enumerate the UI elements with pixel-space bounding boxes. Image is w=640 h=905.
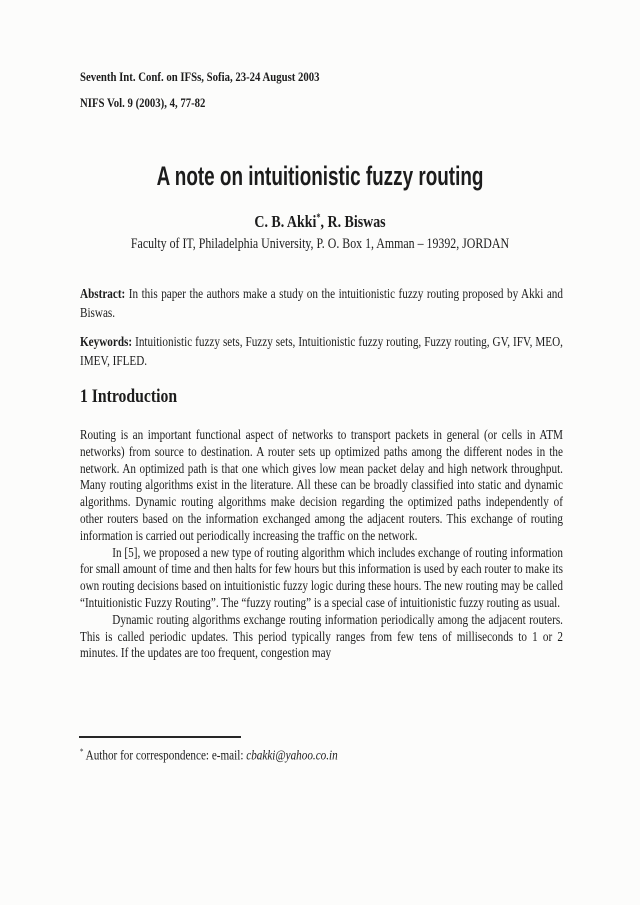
affiliation-line: Faculty of IT, Philadelphia University, P. O. Box 1, Amman – 19392, JORDAN xyxy=(130,236,510,252)
footnote-marker: * xyxy=(80,747,84,756)
keywords-label: Keywords: xyxy=(80,334,133,349)
introduction-paragraph-2: In [5], we proposed a new type of routing algorithm which includes exchange of routing information for small amount of time and then halts for few hours but this information is used by each router to make its own routing decisions based on intuitionistic fuzzy logic during these hours. The new routing may be called “Intuitionistic Fuzzy Routing”. The “fuzzy routing” is a special case of intuitionistic fuzzy routing as usual. xyxy=(80,544,563,610)
abstract-label: Abstract: xyxy=(80,286,126,301)
authors-line xyxy=(58,212,583,232)
introduction-heading: 1 Introduction xyxy=(80,386,178,407)
coauthor-name: , R. Biswas xyxy=(320,212,386,231)
paper-title: A note on intuitionistic fuzzy routing xyxy=(156,161,484,191)
introduction-paragraph-3: Dynamic routing algorithms exchange routing information periodically among the adjacent routers. This is called periodic updates. This period typically ranges from few tens of milliseconds to 1 or 2 minutes. If the updates are too frequent, congestion may xyxy=(80,611,563,661)
introduction-body xyxy=(80,427,563,662)
author-name: C. B. Akki xyxy=(254,212,317,231)
footnote xyxy=(80,743,563,764)
footnote-email: cbakki@yahoo.co.in xyxy=(246,747,338,763)
keywords-text: Intuitionistic fuzzy sets, Fuzzy sets, Intuitionistic fuzzy routing, Fuzzy routing, GV, IFV, MEO, IMEV, IFLED. xyxy=(80,334,563,368)
author-footnote-marker: * xyxy=(316,212,321,224)
footnote-divider xyxy=(79,736,241,738)
introduction-paragraph-1: Routing is an important functional aspect of networks to transport packets in general (or cells in ATM networks) from source to destination. A router sets up optimized paths among the different nodes in the network. An optimized path is that one which gives low mean packet delay and high network throughput. Many routing algorithms exist in the literature. All these can be broadly classified into static and dynamic algorithms. Dynamic routing algorithms make decision regarding the optimized paths independently of other routers based on the information exchanged among the adjacent routers. This exchange of routing information is carried out periodically increasing the traffic on the network. xyxy=(80,427,563,543)
abstract-text: In this paper the authors make a study on the intuitionistic fuzzy routing proposed by Akki and Biswas. xyxy=(80,286,563,320)
volume-header: NIFS Vol. 9 (2003), 4, 77-82 xyxy=(80,95,206,110)
keywords-block xyxy=(80,332,563,370)
conference-header: Seventh Int. Conf. on IFSs, Sofia, 23-24 August 2003 xyxy=(80,69,320,84)
footnote-text: Author for correspondence: e-mail: xyxy=(85,747,244,763)
abstract-block xyxy=(80,284,563,322)
